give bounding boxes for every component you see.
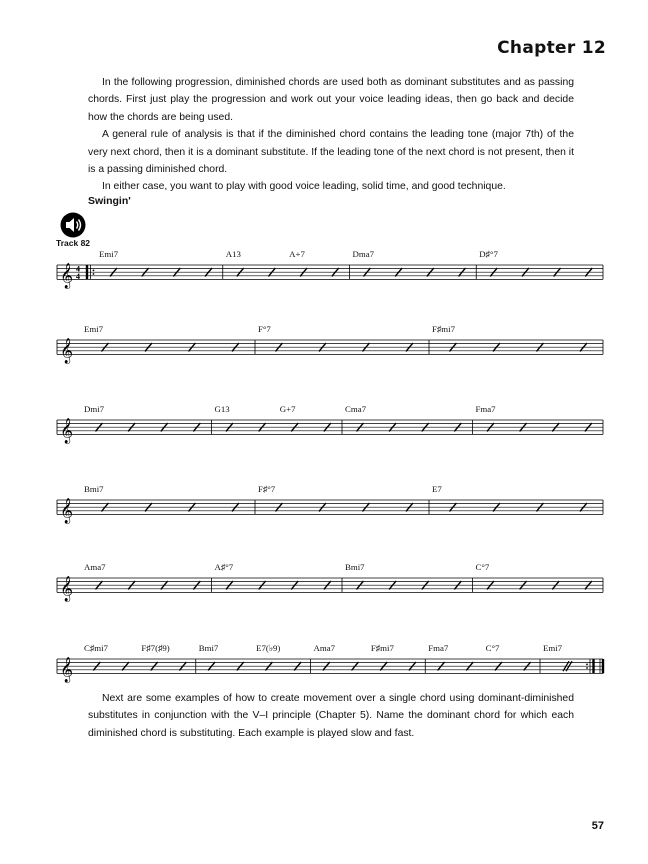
chord-symbol: Dmi7	[84, 404, 105, 414]
chord-symbol: F♯7(♯9)	[141, 643, 170, 653]
treble-clef-icon: 𝄞	[60, 576, 74, 602]
chord-symbol: A13	[225, 249, 241, 259]
treble-clef-icon: 𝄞	[60, 498, 74, 524]
chord-symbol: E7	[432, 484, 442, 494]
chord-symbol: C♯mi7	[84, 643, 108, 653]
chord-symbol: C°7	[485, 643, 500, 653]
chord-symbol: Bmi7	[345, 562, 365, 572]
chord-symbol: Fma7	[475, 404, 496, 414]
chord-symbol: Bmi7	[198, 643, 219, 653]
style-marking: Swingin'	[88, 195, 131, 207]
treble-clef-icon: 𝄞	[60, 657, 74, 683]
chord-symbol: Emi7	[99, 249, 119, 259]
chord-symbol: Dma7	[352, 249, 374, 259]
repeat-dot	[93, 270, 95, 272]
chord-symbol: A+7	[289, 249, 305, 259]
intro-paragraph-3: In either case, you want to play with good voice leading, solid time, and good technique.	[102, 181, 506, 193]
chord-symbol: C°7	[475, 562, 490, 572]
repeat-dot	[93, 273, 95, 275]
chord-symbol: Bmi7	[84, 484, 104, 494]
time-signature-numerator: 4	[76, 264, 80, 274]
chord-symbol: E7(♭9)	[256, 643, 281, 653]
chord-symbol: Cma7	[345, 404, 367, 414]
chord-symbol: G13	[214, 404, 230, 414]
chord-symbol: F♯°7	[258, 484, 276, 494]
page-number: 57	[591, 820, 604, 832]
chord-symbol: Ama7	[313, 643, 335, 653]
chord-symbol: F♯mi7	[370, 643, 394, 653]
intro-paragraph-1: In the following progression, diminished chords are used both as dominant substitutes and as passing chords. First just play the progression and work out your voice leading ideas, then go back and decide how the chords are being used.	[88, 77, 574, 123]
chord-symbol: F°7	[258, 324, 271, 334]
chord-symbol: G+7	[279, 404, 296, 414]
chord-symbol: Fma7	[428, 643, 449, 653]
track-label: Track 82	[56, 238, 91, 248]
chord-symbol: Emi7	[84, 324, 104, 334]
outro-text	[88, 690, 574, 742]
chord-symbol: D♯°7	[479, 249, 498, 259]
treble-clef-icon: 𝄞	[60, 418, 74, 444]
chapter-title: Chapter 12	[497, 38, 606, 58]
outro-paragraph: Next are some examples of how to create movement over a single chord using dominant-diminished substitutes in conjunction with the V–I principle (Chapter 5). Name the dominant chord for which each diminished chord is substituting. Each example is played slow and fast.	[88, 693, 574, 739]
chord-symbol: Emi7	[543, 643, 563, 653]
chord-symbol: A♯°7	[214, 562, 234, 572]
repeat-dot	[586, 667, 588, 669]
chord-symbol: Ama7	[84, 562, 106, 572]
repeat-dot	[586, 664, 588, 666]
time-signature-denominator: 4	[76, 271, 80, 281]
treble-clef-icon: 𝄞	[60, 263, 74, 289]
intro-paragraph-2: A general rule of analysis is that if the diminished chord contains the leading tone (major 7th) of the very next chord, then it is a dominant substitute. If the leading tone of the next chord is not present, then it is a passing diminished chord.	[88, 129, 574, 176]
treble-clef-icon: 𝄞	[60, 338, 74, 364]
chord-symbol: F♯mi7	[432, 324, 455, 334]
